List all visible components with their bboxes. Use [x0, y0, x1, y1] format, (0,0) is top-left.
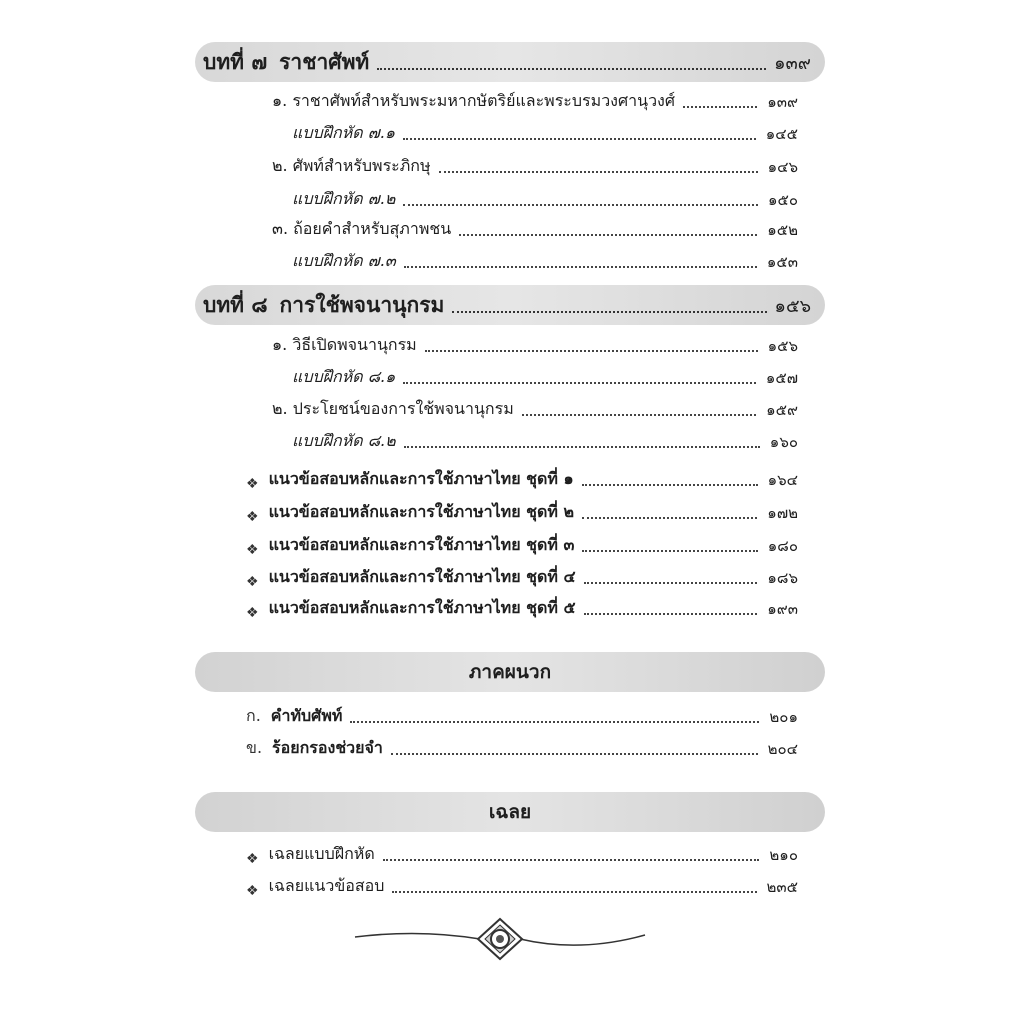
entry-page: ๑๕๐ — [767, 191, 798, 209]
exam-entry[interactable] — [246, 595, 798, 621]
chapter-7-heading[interactable] — [195, 42, 825, 82]
toc-entry[interactable] — [292, 428, 798, 454]
chapter-page: ๑๕๖ — [774, 295, 811, 317]
entry-label: แนวข้อสอบหลักและการใช้ภาษาไทย ชุดที่ ๓ — [268, 535, 575, 554]
appendix-heading[interactable] — [195, 652, 825, 692]
answer-entry[interactable] — [246, 873, 798, 899]
entry-page: ๒๑๐ — [769, 846, 798, 864]
entry-label: แนวข้อสอบหลักและการใช้ภาษาไทย ชุดที่ ๔ — [268, 567, 576, 586]
chapter-8-heading[interactable] — [195, 285, 825, 325]
exam-entry[interactable] — [246, 532, 798, 558]
entry-page: ๒๐๑ — [769, 708, 798, 726]
entry-page: ๑๓๙ — [767, 93, 798, 111]
leader-dots — [425, 349, 758, 352]
chapter-page: ๑๓๙ — [774, 52, 811, 74]
entry-page: ๑๕๙ — [766, 401, 798, 419]
leader-dots — [584, 612, 758, 615]
toc-entry[interactable] — [292, 186, 798, 212]
leader-dots — [383, 858, 760, 861]
leader-dots — [452, 310, 766, 313]
entry-letter: ก. — [246, 706, 261, 725]
toc-entry[interactable] — [272, 216, 798, 242]
entry-page: ๑๕๓ — [766, 253, 798, 271]
diamond-bullet-icon: ❖ — [246, 476, 259, 492]
leader-dots — [683, 105, 757, 108]
diamond-bullet-icon: ❖ — [246, 574, 259, 590]
leader-dots — [404, 265, 757, 268]
entry-page: ๑๗๒ — [767, 504, 798, 522]
entry-label: ร้อยกรองช่วยจำ — [272, 738, 383, 757]
entry-page: ๑๕๖ — [767, 337, 798, 355]
entry-page: ๑๔๖ — [767, 158, 798, 176]
entry-label: เฉลยแบบฝึกหัด — [268, 844, 375, 863]
diamond-bullet-icon: ❖ — [246, 851, 259, 867]
leader-dots — [377, 67, 766, 70]
appendix-entry[interactable] — [246, 703, 798, 729]
entry-label: ๓. ถ้อยคำสำหรับสุภาพชน — [272, 219, 452, 238]
entry-page: ๑๙๓ — [767, 600, 798, 618]
entry-label: ๒. ประโยชน์ของการใช้พจนานุกรม — [272, 399, 514, 418]
entry-page: ๒๐๔ — [767, 740, 798, 758]
toc-entry[interactable] — [292, 364, 798, 390]
diamond-bullet-icon: ❖ — [246, 883, 259, 899]
section-title: ภาคผนวก — [468, 661, 552, 683]
leader-dots — [403, 137, 756, 140]
appendix-entry[interactable] — [246, 735, 798, 761]
exam-entry[interactable] — [246, 499, 798, 525]
entry-label: ๑. ราชาศัพท์สำหรับพระมหากษัตริย์และพระบรมวงศานุวงศ์ — [272, 91, 676, 110]
leader-dots — [439, 170, 758, 173]
leader-dots — [522, 413, 756, 416]
exam-entry[interactable] — [246, 564, 798, 590]
entry-label: แบบฝึกหัด ๘.๑ — [292, 367, 396, 386]
toc-entry[interactable] — [272, 332, 798, 358]
entry-label: แบบฝึกหัด ๗.๓ — [292, 251, 396, 270]
leader-dots — [350, 720, 759, 723]
chapter-label: บทที่ ๘ — [203, 291, 268, 317]
entry-page: ๒๓๕ — [766, 878, 798, 896]
leader-dots — [582, 549, 757, 552]
toc-entry[interactable] — [272, 153, 798, 179]
diamond-bullet-icon: ❖ — [246, 509, 259, 525]
entry-page: ๑๕๗ — [765, 369, 798, 387]
entry-label: แบบฝึกหัด ๘.๒ — [292, 431, 396, 450]
diamond-bullet-icon: ❖ — [246, 605, 259, 621]
exam-entry[interactable] — [246, 466, 798, 492]
chapter-title: การใช้พจนานุกรม — [279, 291, 445, 317]
entry-label: แนวข้อสอบหลักและการใช้ภาษาไทย ชุดที่ ๑ — [268, 469, 574, 488]
entry-page: ๑๘๖ — [767, 569, 798, 587]
entry-label: แนวข้อสอบหลักและการใช้ภาษาไทย ชุดที่ ๕ — [268, 598, 576, 617]
toc-entry[interactable] — [272, 88, 798, 114]
entry-label: เฉลยแนวข้อสอบ — [268, 876, 385, 895]
leader-dots — [391, 752, 758, 755]
ornament-divider-icon — [350, 915, 650, 965]
toc-entry[interactable] — [292, 120, 798, 146]
entry-label: ๑. วิธีเปิดพจนานุกรม — [272, 335, 417, 354]
entry-page: ๑๖๔ — [767, 471, 798, 489]
entry-label: แบบฝึกหัด ๗.๒ — [292, 189, 396, 208]
entry-letter: ข. — [246, 738, 263, 757]
leader-dots — [403, 381, 756, 384]
leader-dots — [582, 516, 757, 519]
section-title: เฉลย — [488, 801, 532, 823]
answers-heading[interactable] — [195, 792, 825, 832]
chapter-label: บทที่ ๗ — [203, 48, 268, 74]
answer-entry[interactable] — [246, 841, 798, 867]
entry-label: คำทับศัพท์ — [270, 706, 343, 725]
entry-page: ๑๔๕ — [765, 125, 798, 143]
entry-page: ๑๘๐ — [767, 537, 798, 555]
entry-label: ๒. ศัพท์สำหรับพระภิกษุ — [272, 156, 431, 175]
entry-label: แนวข้อสอบหลักและการใช้ภาษาไทย ชุดที่ ๒ — [268, 502, 575, 521]
diamond-bullet-icon: ❖ — [246, 542, 259, 558]
toc-entry[interactable] — [272, 396, 798, 422]
entry-label: แบบฝึกหัด ๗.๑ — [292, 123, 395, 142]
toc-entry[interactable] — [292, 248, 798, 274]
chapter-title: ราชาศัพท์ — [279, 48, 370, 74]
leader-dots — [403, 203, 758, 206]
entry-page: ๑๖๐ — [769, 433, 798, 451]
leader-dots — [392, 890, 756, 893]
leader-dots — [584, 581, 758, 584]
leader-dots — [459, 233, 757, 236]
leader-dots — [582, 483, 758, 486]
entry-page: ๑๕๒ — [767, 221, 798, 239]
leader-dots — [404, 445, 760, 448]
